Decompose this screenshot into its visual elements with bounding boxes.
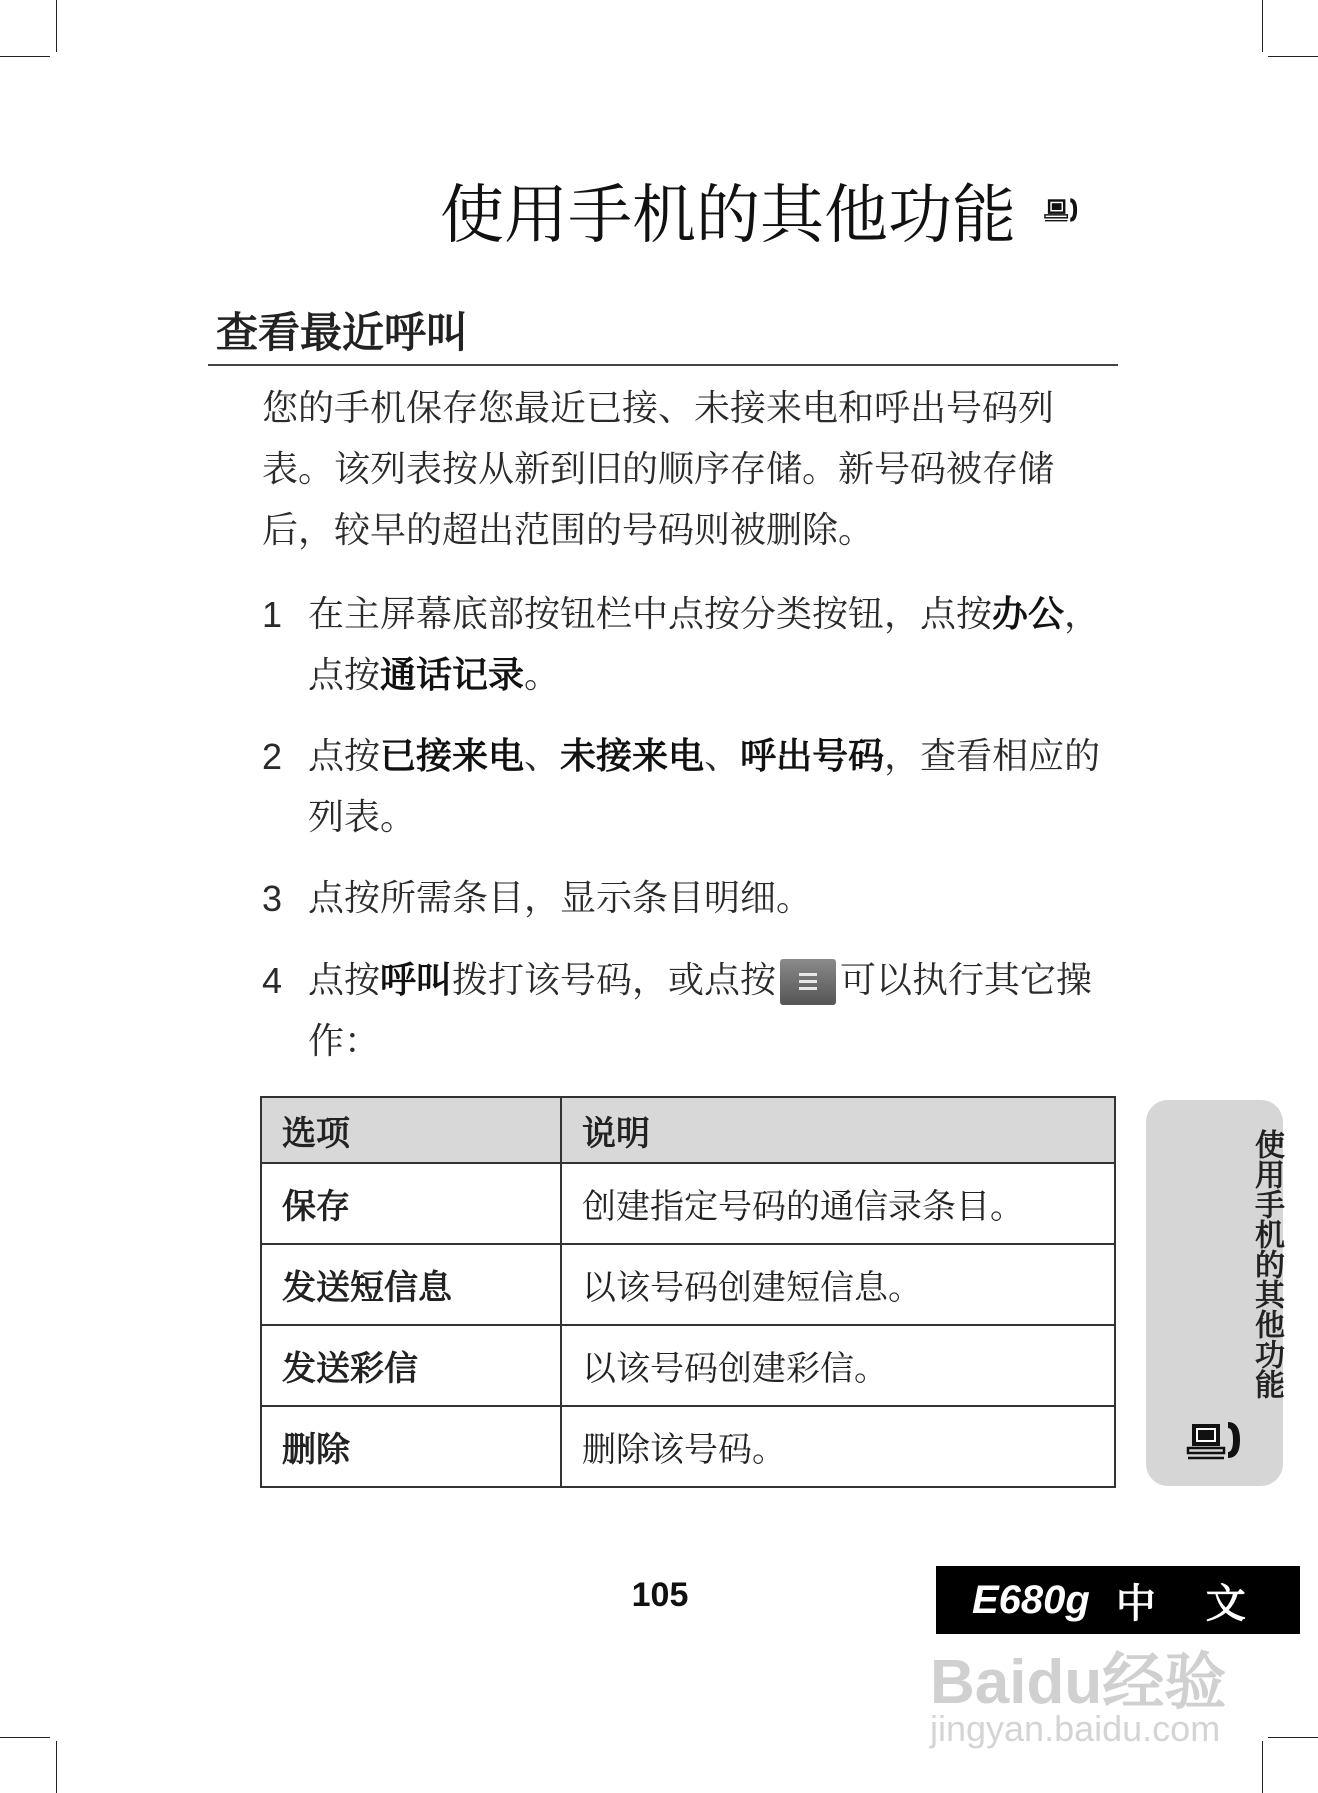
table-row <box>261 1325 1115 1406</box>
step-number: 2 <box>262 736 283 777</box>
chapter-title <box>440 165 1080 255</box>
crop-mark <box>0 56 50 57</box>
table-header-row <box>261 1097 1115 1163</box>
option-description: 创建指定号码的通信录条目。 <box>561 1163 1115 1244</box>
ui-term: 未接来电 <box>560 736 705 777</box>
ui-term: 呼叫 <box>380 960 453 1001</box>
table-row <box>261 1244 1115 1325</box>
side-tab-label: 使用手机的其他功能 <box>1249 1129 1284 1399</box>
ui-term: 已接来电 <box>380 736 525 777</box>
language-label: 中 文 <box>1115 1580 1264 1627</box>
chapter-title-text: 使用手机的其他功能 <box>440 179 1016 253</box>
step-text: 点按所需条目，显示条目明细。 <box>308 878 813 919</box>
crop-mark <box>56 0 57 52</box>
option-description: 删除该号码。 <box>561 1406 1115 1487</box>
step-1 <box>262 584 1122 706</box>
step-4 <box>262 950 1122 1072</box>
ui-term: 呼出号码 <box>740 736 885 777</box>
chapter-side-tab <box>1146 1100 1283 1486</box>
crop-mark <box>1262 0 1263 52</box>
table-row <box>261 1163 1115 1244</box>
option-name: 删除 <box>261 1406 561 1487</box>
watermark <box>930 1632 1310 1772</box>
option-name: 保存 <box>261 1163 561 1244</box>
step-text: 在主屏幕底部按钮栏中点按分类按钮，点按办公，点按通话记录。 <box>308 594 1101 696</box>
table-header-option: 选项 <box>261 1097 561 1163</box>
table-row <box>261 1406 1115 1487</box>
options-table <box>260 1096 1116 1488</box>
option-description: 以该号码创建短信息。 <box>561 1244 1115 1325</box>
section-divider <box>208 364 1118 366</box>
step-number: 1 <box>262 594 283 635</box>
table-header-description: 说明 <box>561 1097 1115 1163</box>
step-2 <box>262 726 1122 848</box>
step-text: 点按呼叫拨打该号码，或点按 可以执行其它操作： <box>308 960 1093 1062</box>
phone-computer-icon <box>1186 1420 1244 1464</box>
intro-paragraph: 您的手机保存您最近已接、未接来电和呼出号码列表。该列表按从新到旧的顺序存储。新号码被存储后，较早的超出范围的号码则被删除。 <box>262 388 1055 551</box>
step-number: 4 <box>262 960 283 1001</box>
ui-term: 通话记录 <box>380 655 525 696</box>
watermark-url: jingyan.baidu.com <box>930 1708 1221 1749</box>
step-text: 点按已接来电、未接来电、呼出号码，查看相应的列表。 <box>308 736 1101 838</box>
crop-mark <box>0 1737 50 1738</box>
crop-mark <box>56 1741 57 1793</box>
step-3 <box>262 868 1122 929</box>
ui-term: 办公 <box>992 594 1065 635</box>
page-number: 105 <box>631 1576 689 1614</box>
watermark-brand: Baidu经验 <box>930 1648 1227 1717</box>
phone-computer-icon <box>1044 180 1080 240</box>
section-title: 查看最近呼叫 <box>216 308 469 357</box>
crop-mark <box>1268 56 1318 57</box>
step-number: 3 <box>262 878 283 919</box>
option-name: 发送彩信 <box>261 1325 561 1406</box>
option-name: 发送短信息 <box>261 1244 561 1325</box>
menu-icon <box>780 959 836 1005</box>
model-name: E680g <box>972 1577 1090 1622</box>
option-description: 以该号码创建彩信。 <box>561 1325 1115 1406</box>
model-label <box>936 1566 1300 1634</box>
